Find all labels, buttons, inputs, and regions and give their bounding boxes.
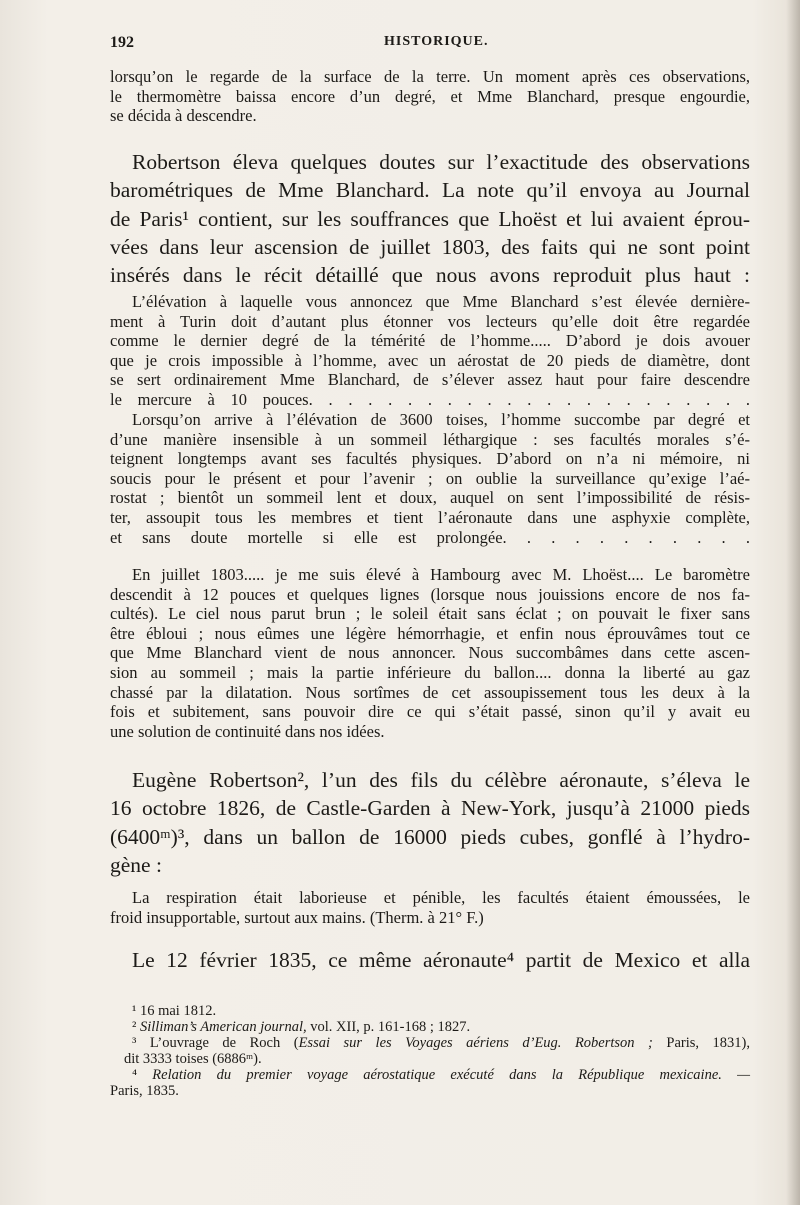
footnote-2-mark: ² [132, 1019, 137, 1035]
text-line: que je crois impossible à l’homme, avec un aérostat de 20 pieds de diamètre, dont [110, 350, 750, 370]
quote-blanchard-elevation [110, 292, 750, 410]
text-line: et sans doute mortelle si elle est prolongée. . . . . . . . . . . [110, 527, 750, 547]
text-line: cultés). Le ciel nous parut brun ; le soleil était sans éclat ; on pouvait le fixer sans [110, 604, 750, 624]
text-line: gène : [110, 852, 162, 877]
page-number: 192 [110, 34, 134, 51]
quote-new-york-ascent [110, 888, 750, 927]
footnote-4-mark: ⁴ [132, 1067, 138, 1083]
text-line: 16 octobre 1826, de Castle-Garden à New-York, jusqu’à 21000 pieds [110, 796, 750, 821]
text-line: Le 12 février 1835, ce même aéronaute⁴ partit de Mexico et alla [132, 948, 750, 972]
text-line: le thermomètre baissa encore d’un degré, et Mme Blanchard, presque engourdie, [110, 86, 750, 106]
footnote-3-start: ³ L’ouvrage de Roch ( [132, 1035, 299, 1051]
text-line: chassé par la dilatation. Nous sortîmes de cet assoupissement tous les deux à la [110, 682, 750, 702]
footnote-1: ¹ 16 mai 1812. [132, 1003, 217, 1019]
text-line: barométriques de Mme Blanchard. La note qu’il envoya au Journal [110, 178, 750, 203]
text-line: soucis pour le présent et pour l’avenir ; on oublie la surveillance qu’exige l’aé- [110, 468, 750, 488]
text-line: d’une manière insensible à un sommeil léthargique : ses facultés morales s’é- [110, 429, 750, 449]
text-line: rostat ; bientôt un sommeil lent et doux, auquel on sent l’impossibilité de résis- [110, 488, 750, 508]
text-line: comme le dernier degré de la témérité de l’homme..... D’abord je dois avouer [110, 331, 750, 351]
footnote-2-ref: vol. XII, p. 161-168 ; 1827. [310, 1019, 471, 1035]
footnote-4 [110, 1067, 750, 1083]
text-line: En juillet 1803..... je me suis élevé à Hambourg avec M. Lhoëst.... Le baromètre [132, 565, 750, 584]
text-line: une solution de continuité dans nos idées. [110, 721, 385, 741]
text-line: vées dans leur ascension de juillet 1803, des faits qui ne sont point [110, 234, 750, 259]
text-line: (6400ᵐ)³, dans un ballon de 16000 pieds cubes, gonflé à l’hydro- [110, 824, 750, 849]
text-line: de Paris¹ contient, sur les souffrances que Lhoëst et lui avaient éprou- [110, 206, 750, 231]
mexico-paragraph [110, 946, 750, 974]
footnote-3 [110, 1035, 750, 1051]
text-line: L’élévation à laquelle vous annoncez que Mme Blanchard s’est élevée dernière- [132, 292, 750, 311]
text-line: Eugène Robertson², l’un des fils du célèbre aéronaute, s’éleva le [132, 768, 750, 792]
text-line: descendit à 12 pouces et quelques lignes (lorsque nous jouissions encore de nos fa- [110, 584, 750, 604]
text-line: ment à Turin doit d’autant plus étonner vos lecteurs qu’elle doit être regardée [110, 311, 750, 331]
footnote-3-end: Paris, 1831), [666, 1035, 750, 1051]
robertson-paragraph [110, 148, 750, 289]
running-title: HISTORIQUE. [384, 34, 489, 49]
text-line: sion au sommeil ; mais la partie inférieure du ballon.... donna la liberté au gaz [110, 662, 750, 682]
text-line: Lorsqu’on arrive à l’élévation de 3600 toises, l’homme succombe par degré et [132, 410, 750, 429]
running-header [110, 34, 750, 56]
quote-lethargic-sleep [110, 410, 750, 547]
footnote-2 [110, 1019, 750, 1035]
text-line: le mercure à 10 pouces. . . . . . . . . . . . . . . . . . . . . . . [110, 389, 750, 409]
footnote-3-title: Essai sur les Voyages aériens d’Eug. Robertson ; [298, 1035, 653, 1051]
footnote-3-cont: dit 3333 toises (6886ᵐ). [124, 1051, 262, 1067]
text-line: teignent longtemps avant ses facultés physiques. D’abord on n’a ni mémoire, ni [110, 449, 750, 469]
eugene-robertson-paragraph [110, 766, 750, 879]
text-line: se décida à descendre. [110, 106, 257, 126]
intro-paragraph [110, 67, 750, 126]
text-line: ter, assoupit tous les membres et tient l’aéronaute dans une asphyxie complète, [110, 507, 750, 527]
text-line: La respiration était laborieuse et pénible, les facultés étaient émoussées, le [132, 888, 750, 907]
text-line: fois et subitement, sans pouvoir dire ce qui s’était passé, sinon qu’il y avait eu [110, 702, 750, 722]
text-line: lorsqu’on le regarde de la surface de la terre. Un moment après ces observations, [110, 67, 750, 86]
footnote-4-cont: Paris, 1835. [110, 1083, 179, 1099]
quote-hamburg-ascent [110, 565, 750, 741]
footnote-2-journal: Silliman’s American journal, [139, 1019, 307, 1035]
text-line: insérés dans le récit détaillé que nous avons reproduit plus haut : [110, 263, 750, 288]
page-edge-shadow [786, 0, 800, 1205]
text-line: se sert ordinairement Mme Blanchard, de s’élever assez haut pour faire descendre [110, 370, 750, 390]
text-line: Robertson éleva quelques doutes sur l’exactitude des observations [132, 150, 750, 174]
text-line: froid insupportable, surtout aux mains. (Therm. à 21° F.) [110, 907, 484, 927]
text-line: que Mme Blanchard vient de nous annoncer. Nous succombâmes dans cette ascen- [110, 643, 750, 663]
footnotes [110, 1003, 750, 1099]
footnote-4-title: Relation du premier voyage aérostatique exécuté dans la République mexicaine. — [152, 1067, 751, 1083]
text-line: être ébloui ; nous eûmes une légère hémorrhagie, et enfin nous éprouvâmes tout ce [110, 623, 750, 643]
